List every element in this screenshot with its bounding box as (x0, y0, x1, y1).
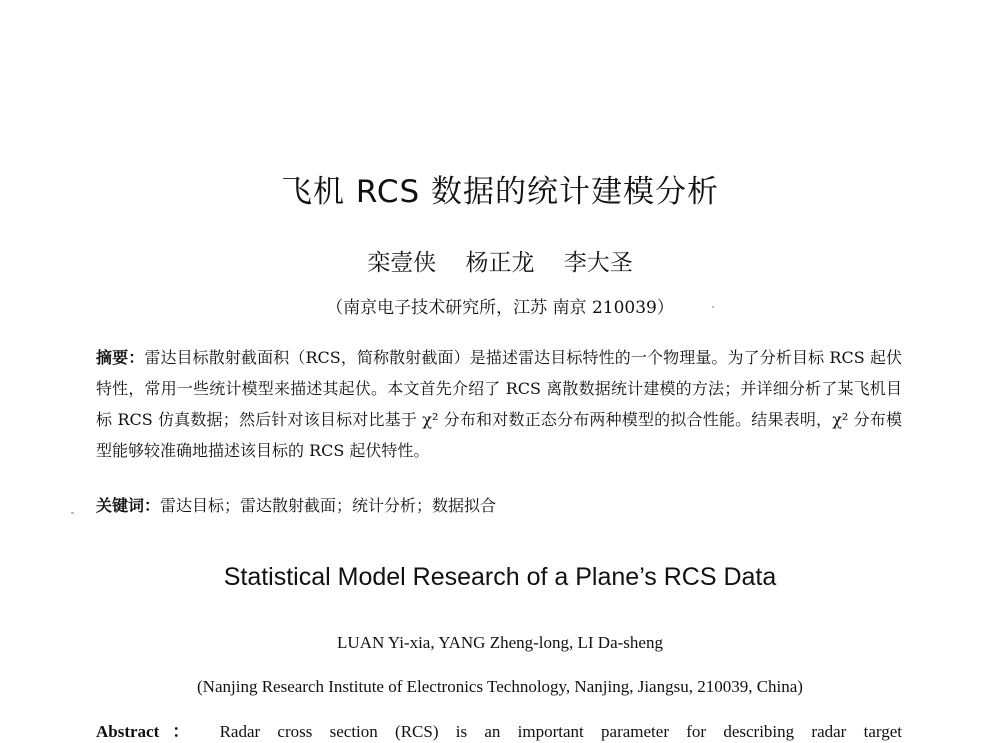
affiliation-english: (Nanjing Research Institute of Electronics Technology, Nanjing, Jiangsu, 210039, China) (197, 677, 803, 696)
abstract-english (96, 721, 902, 743)
scan-speck (71, 512, 74, 514)
paper-title-chinese: 飞机 RCS 数据的统计建模分析 (280, 174, 720, 210)
abstract-chinese-label: 摘要： (96, 348, 145, 367)
paper-title-english: Statistical Model Research of a Plane’s RCS Data (223, 563, 777, 591)
abstract-chinese (96, 342, 902, 466)
abstract-english-text: Radar cross section (RCS) is an important parameter for describing radar target (219, 722, 902, 741)
scan-speck (712, 306, 714, 308)
keywords-chinese (96, 494, 902, 518)
authors-chinese: 栾壹侠 杨正龙 李大圣 (367, 250, 633, 276)
authors-english: LUAN Yi-xia, YANG Zheng-long, LI Da-sheng (337, 633, 663, 652)
abstract-english-label: Abstract： (96, 722, 203, 741)
abstract-chinese-text: 雷达目标散射截面积（RCS，简称散射截面）是描述雷达目标特性的一个物理量。为了分析目标 RCS 起伏特性，常用一些统计模型来描述其起伏。本文首先介绍了 RCS 离散数据统计建模的方法；并详细分析了某飞机目标 RCS 仿真数据；然后针对该目标对比基于 χ² 分布和对数正态分布两种模型的拟合性能。结果表明，χ² 分布模型能够较准确地描述该目标的 RCS 起伏特性。 (96, 348, 902, 460)
keywords-chinese-label: 关键词： (96, 496, 161, 515)
affiliation-chinese: （南京电子技术研究所，江苏 南京 210039） (326, 298, 674, 318)
keywords-chinese-text: 雷达目标；雷达散射截面；统计分析；数据拟合 (160, 496, 497, 515)
